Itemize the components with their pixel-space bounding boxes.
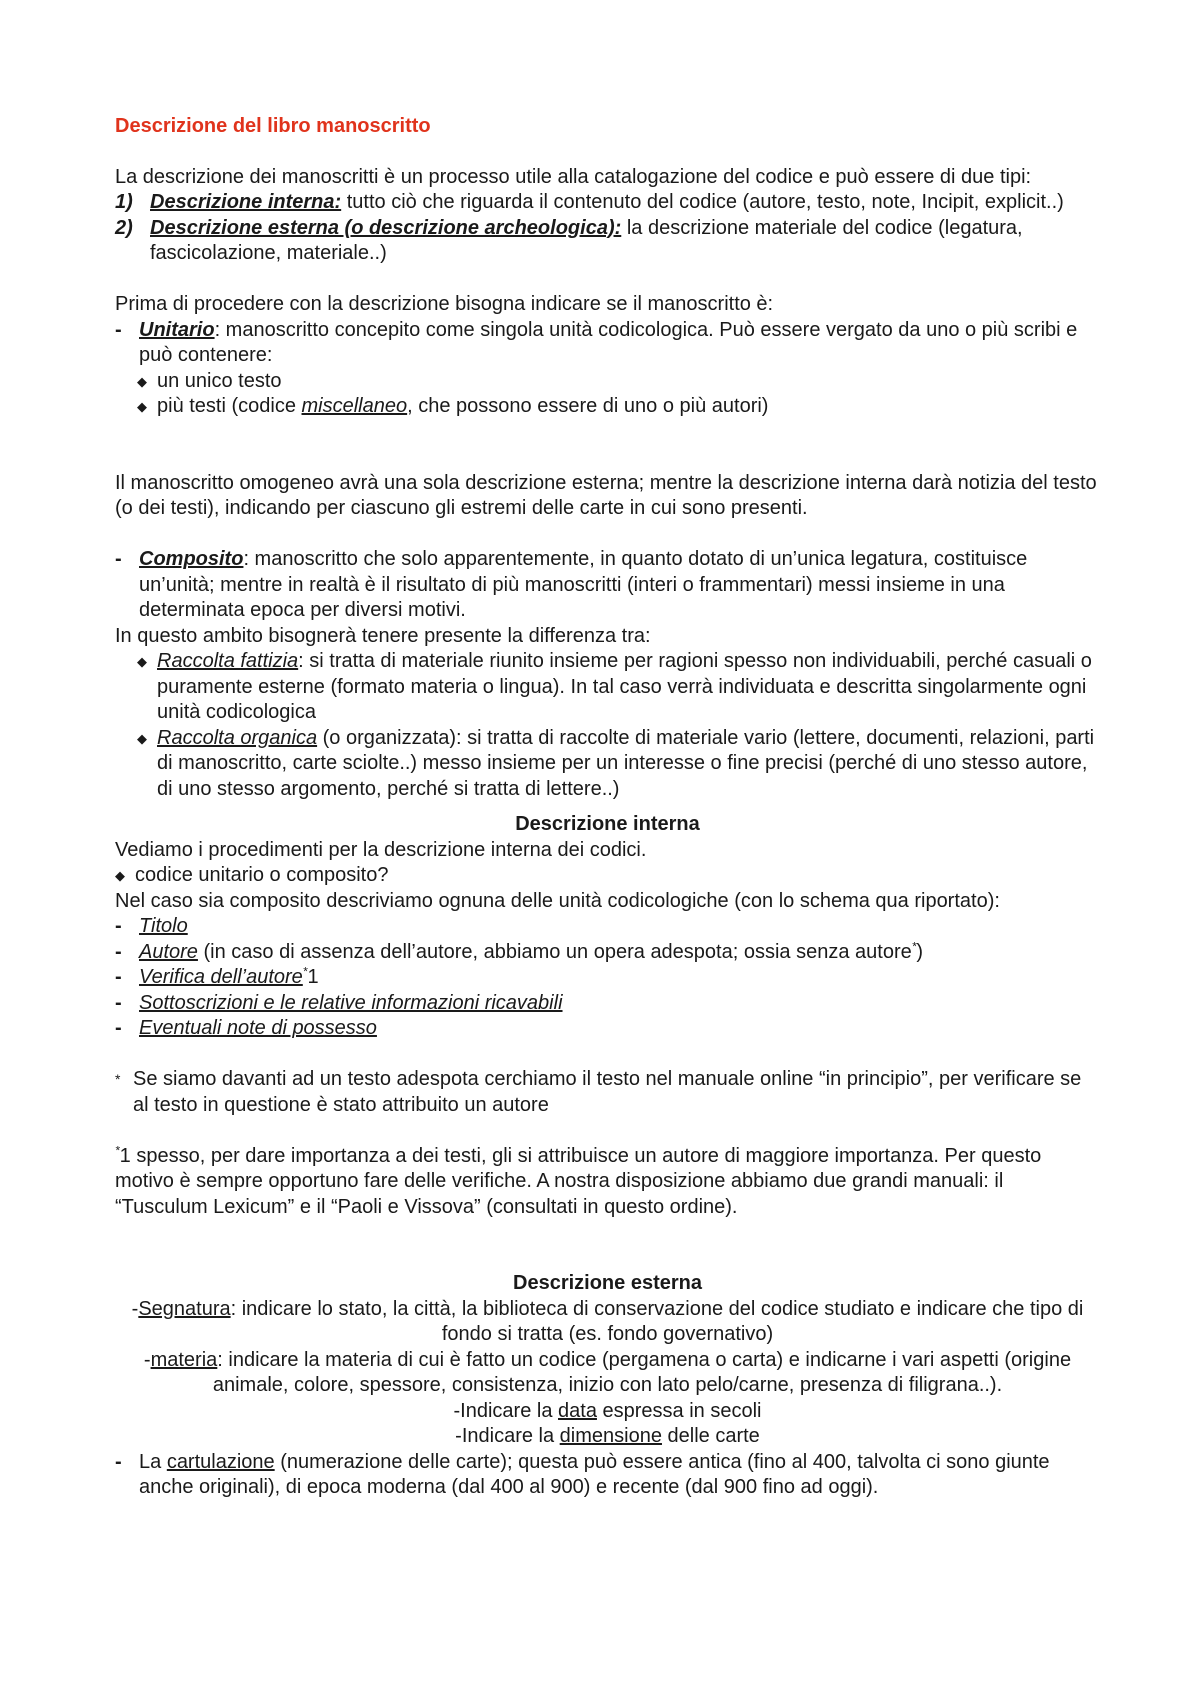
heading-descrizione-esterna: Descrizione esterna [513, 1272, 702, 1294]
term-label: Descrizione esterna (o descrizione archeologica): [150, 216, 622, 239]
segnatura-paragraph: -Segnatura: indicare lo stato, la città, la biblioteca di conservazione del codice studiato e indicare che tipo di fondo si tratta (es. fondo governativo) [131, 1297, 1084, 1345]
list-item-autore: - Autore (in caso di assenza dell’autore, abbiamo un opera adespota; ossia senza autore*) [115, 940, 1100, 966]
dash-marker: - [115, 940, 122, 963]
dash-marker: - [115, 318, 122, 341]
list-item-unitario [115, 318, 1100, 369]
term-text: tutto ciò che riguarda il contenuto del codice (autore, testo, note, Incipit, explicit..) [341, 191, 1064, 213]
bullet-icon: ◆ [137, 730, 147, 746]
term-miscellaneo: miscellaneo [301, 395, 408, 417]
term-text: : manoscritto concepito come singola unità codicologica. Può essere vergato da uno o più scribi e può contenere: [139, 318, 1078, 366]
term-label: Composito [139, 548, 244, 570]
list-item-cartulazione: - La cartulazione (numerazione delle carte); questa può essere antica (fino al 400, talvolta ci sono giunte anche originali), di epoca moderna (dal 400 al 900) e recente (dal 900 fino ad oggi). [115, 1450, 1100, 1501]
bullet-item-raccolta-fattizia: ◆ Raccolta fattizia: si tratta di materiale riunito insieme per ragioni spesso non individuabili, perché casuali o puramente esterne (formato materia o lingua). In tal caso verrà individuata e descritta singolarmente ogni unità codicologica [115, 649, 1100, 726]
term-label: Descrizione interna: [150, 191, 342, 213]
list-marker: 1) [115, 191, 133, 213]
dash-marker: - [115, 1450, 122, 1473]
dimensione-paragraph: -Indicare la dimensione delle carte [455, 1425, 760, 1447]
footnote-star: * [911, 938, 917, 953]
term-text: : manoscritto che solo apparentemente, in quanto dotato di un’unica legatura, costituisce un’unità; mentre in realtà è il risultato di più manoscritti (interi o frammentari) messi insieme in una determinata epoca per diversi motivi. [139, 548, 1028, 621]
term-label: Raccolta organica [157, 726, 318, 749]
list-item-descrizione-interna [115, 190, 1100, 216]
footnote-star: * [115, 1142, 120, 1157]
list-item-verifica: - Verifica dell’autore*1 [115, 965, 1100, 991]
dash-marker: - [115, 991, 122, 1014]
interna-intro: Vediamo i procedimenti per la descrizione interna dei codici. [115, 838, 647, 861]
bullet-item-raccolta-organica: ◆ Raccolta organica (o organizzata): si tratta di raccolte di materiale vario (lettere, documenti, relazioni, parti di manoscritto, carte sciolte..) messo insieme per un interesse o fine precisi (perché di uno stesso autore, di uno stesso argomento, perché si tratta di lettere..) [115, 726, 1100, 803]
list-item-titolo: - Titolo [115, 914, 1100, 940]
intro-paragraph: La descrizione dei manoscritti è un processo utile alla catalogazione del codice e può essere di due tipi: [115, 165, 1032, 188]
heading-descrizione-interna: Descrizione interna [515, 813, 700, 835]
dash-marker: - [115, 548, 122, 570]
bullet-icon: ◆ [137, 399, 147, 414]
footnote-star: * [115, 1071, 121, 1087]
document-title: Descrizione del libro manoscritto [115, 115, 431, 137]
data-paragraph: -Indicare la data espressa in secoli [453, 1399, 762, 1422]
footnote-1: * Se siamo davanti ad un testo adespota cerchiamo il testo nel manuale online “in principio”, per verificare se al testo in questione è stato attribuito un autore [115, 1067, 1100, 1118]
list-item-composito [115, 547, 1100, 624]
term-label: Unitario [139, 318, 215, 341]
bullet-icon: ◆ [137, 654, 147, 669]
ambito-paragraph: In questo ambito bisognerà tenere presente la differenza tra: [115, 624, 651, 647]
dash-marker: - [115, 966, 122, 988]
interna-caso: Nel caso sia composito descriviamo ognuna delle unità codicologiche (con lo schema qua riportato): [115, 889, 1000, 912]
term-label: Raccolta fattizia [157, 650, 299, 672]
list-item-sottoscrizioni: - Sottoscrizioni e le relative informazioni ricavabili [115, 991, 1100, 1017]
omogeneo-paragraph: Il manoscritto omogeneo avrà una sola descrizione esterna; mentre la descrizione interna darà notizia del testo (o dei testi), indicando per ciascuno gli estremi delle carte in cui sono presenti. [115, 471, 1097, 519]
dash-marker: - [115, 1017, 122, 1039]
bullet-icon: ◆ [137, 373, 147, 389]
materia-paragraph: -materia: indicare la materia di cui è fatto un codice (pergamena o carta) e indicarne i vari aspetti (origine animale, colore, spessore, consistenza, inizio con lato pelo/carne, presenza di filigrana..). [143, 1348, 1072, 1396]
list-item-note-possesso: - Eventuali note di possesso [115, 1016, 1100, 1042]
footnote-2: *1 spesso, per dare importanza a dei testi, gli si attribuisce un autore di maggiore importanza. Per questo motivo è sempre opportuno fare delle verifiche. A nostra disposizione abbiamo due grandi manuali: il “Tusculum Lexicum” e il “Paoli e Vissova” (consultati in questo ordine). [115, 1142, 1042, 1218]
bullet-icon: ◆ [115, 868, 125, 883]
bullet-item: ◆ un unico testo [115, 369, 1100, 395]
term-text: la descrizione materiale del codice (legatura, fascicolazione, materiale..) [150, 216, 1023, 264]
list-marker: 2) [115, 216, 133, 239]
bullet-item: ◆ codice unitario o composito? [115, 863, 1100, 889]
bullet-item: ◆ più testi (codice miscellaneo, che possono essere di uno o più autori) [115, 394, 1100, 420]
document-body [115, 114, 1100, 1501]
list-item-descrizione-esterna [115, 216, 1100, 267]
prima-paragraph: Prima di procedere con la descrizione bisogna indicare se il manoscritto è: [115, 293, 774, 315]
dash-marker: - [115, 915, 122, 937]
footnote-star: * [302, 964, 308, 979]
